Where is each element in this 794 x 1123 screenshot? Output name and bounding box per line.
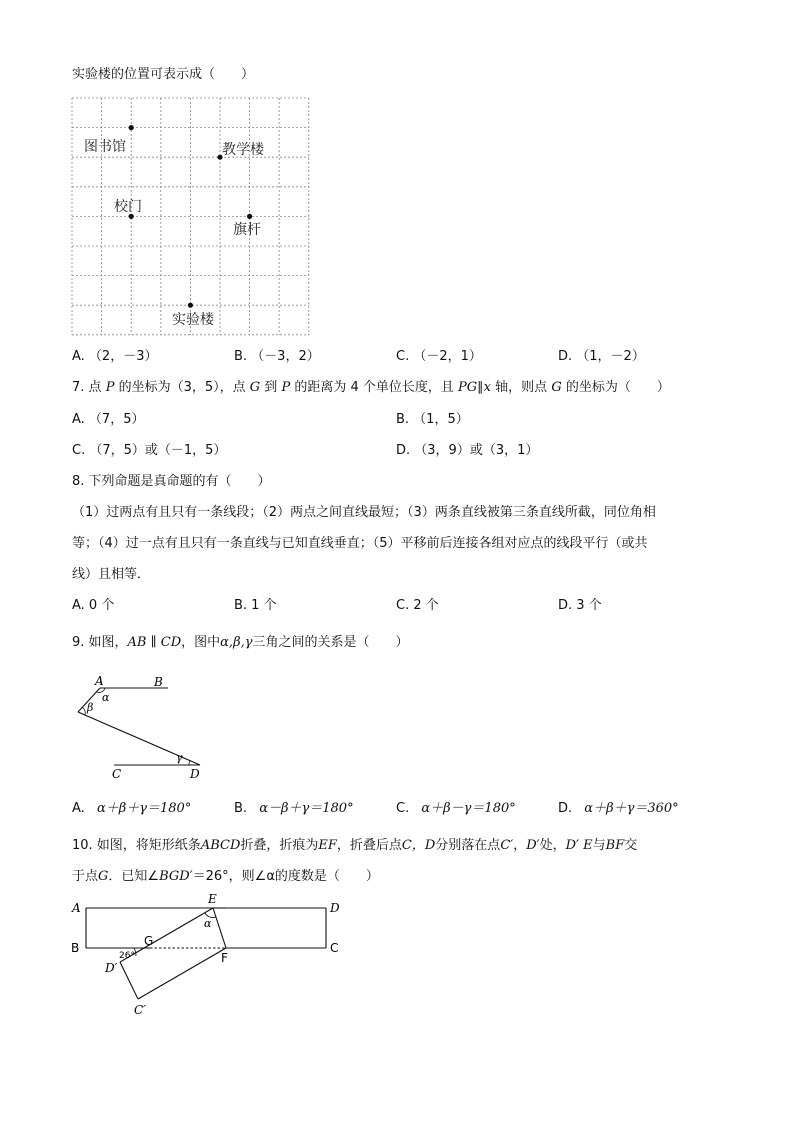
q10-segment-dpe: D′ E [565,838,593,853]
q10-rect-abcd: ABCD [200,838,241,853]
q9-option-d-letter: D. [558,801,573,816]
library-label: 图书馆 [84,139,126,155]
q6-option-a[interactable]: A. （2，－3） [72,349,158,364]
label-gamma: γ [176,751,183,764]
q9-option-b[interactable] [234,800,354,818]
flagpole-point [247,214,252,219]
lab-building-point [188,303,193,308]
q7-stem-part: 7. 点 [72,380,102,395]
q8-statement-line-3: 线）且相等． [72,567,151,582]
label-a: A [72,901,81,915]
q7-stem-part: 的坐标为（3，5），点 [118,380,246,395]
q8-option-c[interactable]: C. 2 个 [396,598,439,613]
q9-figure [70,672,220,784]
q9-option-b-letter: B. [234,801,248,816]
q7-option-a[interactable]: A. （7，5） [72,412,145,427]
q10-point-g: G [98,869,109,884]
q7-option-c[interactable]: C. （7，5）或（－1，5） [72,443,227,458]
school-gate-label: 校门 [114,199,142,215]
lab-building-label: 实验楼 [172,312,214,328]
q6-grid-figure [70,96,320,346]
q9-stem-part: 9. 如图， [72,635,128,650]
q9-parallel-lines: AB ∥ CD [127,635,182,650]
q8-stem: 8. 下列命题是真命题的有（ ） [72,474,271,489]
flagpole-label: 旗杆 [233,222,261,238]
q10-stem-part: ．已知∠ [108,869,160,884]
q7-segment-pg: PG [458,380,478,395]
q9-stem-part: 三角之间的关系是（ ） [252,635,409,650]
q10-stem-part: ＝26°，则∠α的度数是（ ） [192,869,379,884]
label-f: F [221,951,228,965]
q8-option-a[interactable]: A. 0 个 [72,598,115,613]
q8-option-b[interactable]: B. 1 个 [234,598,277,613]
q9-option-a-letter: A. [72,801,85,816]
q10-stem-part: ， [513,838,527,853]
q10-point-c-prime: C′ [500,838,514,853]
q7-stem-part: 到 [264,380,278,395]
label-alpha: α [102,691,110,704]
q7-option-b[interactable]: B. （1，5） [396,412,469,427]
q9-greek-angles: α,β,γ [220,635,253,650]
q6-option-c[interactable]: C. （－2，1） [396,349,482,364]
q7-point-p: P [281,380,291,395]
q9-option-c-letter: C. [396,801,410,816]
q10-point-d-prime: D′ [526,838,540,853]
label-b: B [154,675,163,689]
q10-crease-ef: EF [318,838,337,853]
q9-option-b-text: α－β＋γ＝180° [259,801,354,816]
q10-angle-bgdp: BGD′ [159,869,193,884]
q7-point-p: P [105,380,115,395]
q7-parallel-symbol: ∥ [477,380,484,395]
label-d: D [330,901,340,915]
q9-stem-part: ，图中 [181,635,221,650]
crease-ef [213,908,226,948]
label-d: D [190,767,200,781]
q9-option-a[interactable] [72,800,191,818]
edge-dprime-cprime [120,962,138,999]
q7-stem [72,379,670,397]
q6-option-b[interactable]: B. （－3，2） [234,349,320,364]
q6-option-d[interactable]: D. （1，－2） [558,349,645,364]
q7-option-d[interactable]: D. （3，9）或（3，1） [396,443,539,458]
q10-stem-part: 折叠，折痕为 [240,838,319,853]
q8-statement-line-1: （1）过两点有且只有一条线段；（2）两点之间直线最短；（3）两条直线被第三条直线所截，同位角相 [72,505,656,520]
q10-stem-part: ，折叠后点 [336,838,402,853]
label-b: B [71,941,80,955]
q9-stem [72,634,409,652]
q8-statement-line-2: 等；（4）过一点有且只有一条直线与已知直线垂直；（5）平移前后连接各组对应点的线段平行（或共 [72,536,648,551]
q10-stem-part: 10. 如图，将矩形纸条 [72,838,201,853]
label-e: E [208,892,217,906]
q7-stem-part: 的距离为 4 个单位长度，且 [294,380,454,395]
q10-stem-part: 交 [624,838,638,853]
q10-figure [68,890,358,1020]
q9-option-d[interactable] [558,800,679,818]
q10-points-cd: C，D [401,838,436,853]
label-g: G [144,934,154,948]
label-c: C [112,767,122,781]
teaching-building-label: 教学楼 [222,142,264,158]
q7-stem-part: 轴，则点 [495,380,548,395]
label-c: C [330,941,339,955]
q7-x-axis: x [483,380,492,395]
label-beta: β [87,701,94,714]
label-a: A [95,674,104,688]
q9-option-c-text: α＋β－γ＝180° [421,801,516,816]
label-c-prime: C′ [134,1003,146,1017]
q10-stem-part: 于点 [72,869,99,884]
grid-lines [72,98,309,335]
edge-cprime-f [138,948,226,999]
label-d-prime: D′ [105,961,118,975]
q9-option-a-text: α＋β＋γ＝180° [96,801,192,816]
q10-stem-part: 与 [592,838,606,853]
library-point [129,125,134,130]
label-26-degree: 26° [119,951,135,961]
q10-stem-part: 处， [539,838,566,853]
q9-option-c[interactable] [396,800,516,818]
q7-point-g: G [249,380,261,395]
q7-point-g: G [551,380,562,395]
q10-stem-line-1 [72,837,637,855]
q10-stem-line-2 [72,868,379,886]
q7-stem-part: 的坐标为（ ） [565,380,670,395]
q6-stem-tail: 实验楼的位置可表示成（ ） [72,67,255,82]
q10-stem-part: 分别落在点 [435,838,501,853]
q9-option-d-text: α＋β＋γ＝360° [584,801,679,816]
q10-segment-bf: BF [605,838,625,853]
label-alpha: α [204,917,212,930]
q8-option-d[interactable]: D. 3 个 [558,598,602,613]
